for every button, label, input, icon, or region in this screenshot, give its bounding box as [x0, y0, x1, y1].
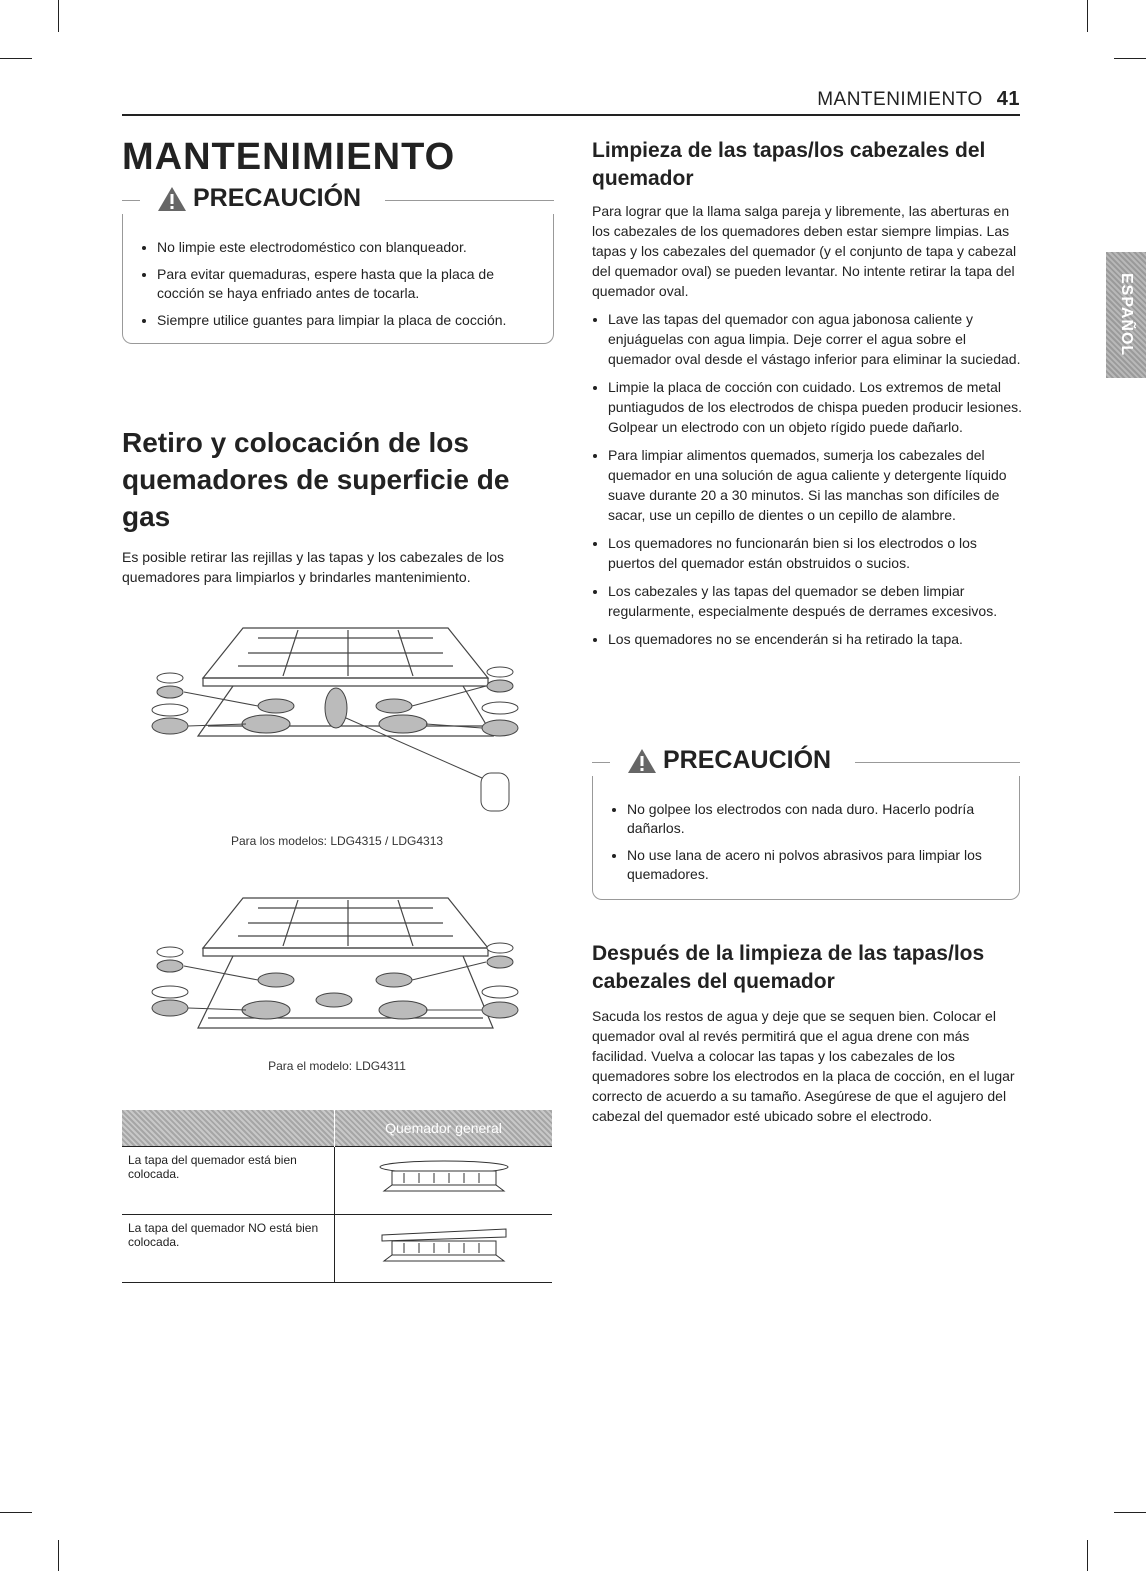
warning-icon: [627, 747, 657, 775]
section-heading: Retiro y colocación de los quemadores de superficie de gas: [122, 427, 510, 532]
list-item: • Para limpiar alimentos quemados, sumerja los cabezales del quemador en una solución de agua caliente y detergente líquido suave durante 20 a 30 minutos. Si las manchas son difíciles de sacar, use un cepillo de dientes o un cepillo de alambre.: [608, 445, 1024, 525]
section-text: Sacuda los restos de agua y deje que se sequen bien. Colocar el quemador oval al revés permitirá que el agua drene con más facilidad. Vuelva a colocar las tapas y los cabezales de los quemadores sobre los electrodos en la placa de cocción, en el lugar correcto de acuerdo a su tamaño. Asegúrese de que el agujero del cabezal del quemador esté ubicado sobre el electrodo.: [592, 1008, 1015, 1124]
figure-caption: Para el modelo: LDG4311: [268, 1059, 406, 1073]
section-heading: Después de la limpieza de las tapas/los cabezales del quemador: [592, 942, 985, 993]
crop-mark: [1114, 58, 1146, 59]
caution-item: • No use lana de acero ni polvos abrasivos para limpiar los quemadores.: [627, 846, 1007, 884]
table-row: [122, 1215, 552, 1283]
list-item: • Los cabezales y las tapas del quemador se deben limpiar regularmente, especialmente después de derrames excesivos.: [608, 581, 1024, 621]
table-cell: La tapa del quemador está bien colocada.: [122, 1147, 335, 1215]
list-item: • Los quemadores no se encenderán si ha retirado la tapa.: [608, 629, 1024, 649]
cooktop-diagram-1: [148, 618, 538, 828]
caution-item: • No limpie este electrodoméstico con blanqueador.: [157, 238, 541, 257]
section-text: Es posible retirar las rejillas y las tapas y los cabezales de los quemadores para limpiarlos y brindarles mantenimiento.: [122, 549, 505, 585]
section-cleaning: [592, 137, 1024, 657]
caution-rule: [592, 762, 610, 763]
caution-box-1: [122, 184, 554, 344]
language-tab-label: ESPAÑOL: [1118, 273, 1135, 357]
page-number: 41: [996, 88, 1020, 110]
page-title: MANTENIMIENTO: [122, 136, 456, 178]
caution-list: [135, 238, 541, 330]
caution-item: • No golpee los electrodos con nada duro. Hacerlo podría dañarlos.: [627, 800, 1007, 838]
caution-rule: [385, 200, 554, 201]
section-after-cleaning: [592, 940, 1024, 1126]
table-image-cell: [335, 1215, 553, 1283]
crop-mark: [1114, 1512, 1146, 1513]
crop-mark: [1087, 1540, 1088, 1571]
section-text: Para lograr que la llama salga pareja y libremente, las aberturas en los cabezales de los quemadores deben estar siempre limpias. Las tapas y los cabezales del quemador (y el conjunto de tapa y cabezal del quemador oval) se pueden levantar. No intente retirar la tapa del quemador oval.: [592, 203, 1017, 299]
table-header: Quemador general: [335, 1110, 553, 1147]
caution-box-2: [592, 746, 1020, 900]
burner-cap-correct: [374, 1159, 514, 1199]
table-cell: La tapa del quemador NO está bien colocada.: [122, 1215, 335, 1283]
header-section: MANTENIMIENTO: [817, 89, 983, 110]
cooktop-diagram-2: [148, 888, 538, 1048]
warning-icon: [157, 185, 187, 213]
crop-mark: [0, 1512, 32, 1513]
caution-item: • Para evitar quemaduras, espere hasta que la placa de cocción se haya enfriado antes de tocarla.: [157, 265, 541, 303]
caution-title-text: PRECAUCIÓN: [663, 746, 832, 774]
list-item: • Limpie la placa de cocción con cuidado. Los extremos de metal puntiagudos de los electrodos de chispa pueden producir lesiones. Golpear un electrodo con un objeto rígido puede dañarlo.: [608, 377, 1024, 437]
section-removal: [122, 424, 562, 587]
caution-title: [149, 184, 369, 213]
section-heading: Limpieza de las tapas/los cabezales del quemador: [592, 139, 986, 190]
table-header-blank: [122, 1110, 335, 1147]
list-item: • Los quemadores no funcionarán bien si los electrodos o los puertos del quemador están obstruidos o sucios.: [608, 533, 1024, 573]
figure-caption: Para los modelos: LDG4315 / LDG4313: [230, 834, 444, 848]
caution-title: [619, 746, 839, 775]
caution-title-text: PRECAUCIÓN: [193, 184, 362, 212]
caution-rule: [122, 200, 140, 201]
table-row: [122, 1147, 552, 1215]
running-head: [817, 88, 1020, 111]
caution-rule: [855, 762, 1020, 763]
burner-table: [122, 1110, 552, 1283]
language-tab: [1106, 252, 1146, 378]
header-rule: [122, 114, 1020, 116]
list-item: • Lave las tapas del quemador con agua jabonosa caliente y enjuáguelas con agua limpia. Deje correr el agua sobre el quemador oval desde el vástago inferior para eliminar la suciedad.: [608, 309, 1024, 369]
burner-cap-incorrect: [374, 1225, 514, 1269]
caution-item: • Siempre utilice guantes para limpiar la placa de cocción.: [157, 311, 541, 330]
caution-list: [605, 800, 1007, 884]
crop-mark: [58, 1540, 59, 1571]
crop-mark: [58, 0, 59, 32]
table-image-cell: [335, 1147, 553, 1215]
crop-mark: [0, 58, 32, 59]
cleaning-list: [592, 309, 1024, 649]
crop-mark: [1087, 0, 1088, 32]
